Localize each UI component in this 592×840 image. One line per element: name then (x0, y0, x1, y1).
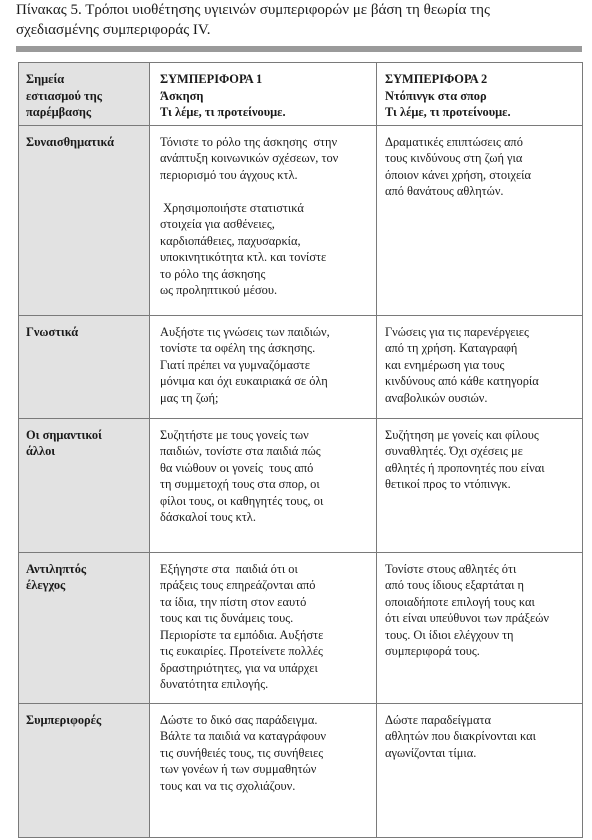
row-label: Γνωστικά (19, 315, 150, 418)
row-label: Συναισθηματικά (19, 125, 150, 315)
row-behavior-1-text: Συζητήστε με τους γονείς των παιδιών, τονίστε στα παιδιά πώς θα νιώθουν οι γονείς τους από τη συμμετοχή τους στα σπορ, οι φίλοι τους, οι καθηγητές τους, οι δάσκαλοί τους κτλ. (150, 418, 377, 552)
table-row-perceived-control (19, 552, 583, 703)
row-label: Συμπεριφορές (19, 703, 150, 838)
row-behavior-2-text: Συζήτηση με γονείς και φίλους συναθλητές. Όχι σχέσεις με αθλητές ή προπονητές που είναι θετικοί προς το ντόπινγκ. (377, 418, 583, 552)
row-behavior-1-text: Αυξήστε τις γνώσεις των παιδιών, τονίστε τα οφέλη της άσκησης. Γιατί πρέπει να γυμναζόμαστε μόνιμα και όχι ευκαιριακά σε όλη μας τη ζωή; (150, 315, 377, 418)
row-label: Οι σημαντικοί άλλοι (19, 418, 150, 552)
caption-divider (16, 46, 582, 52)
row-label: Αντιληπτός έλεγχος (19, 552, 150, 703)
table-header-row (19, 63, 583, 126)
table-row-emotional (19, 125, 583, 315)
header-behavior-2: ΣΥΜΠΕΡΙΦΟΡΑ 2 Ντόπινγκ στα σπορ Τι λέμε, τι προτείνουμε. (377, 63, 583, 126)
table-row-cognitive (19, 315, 583, 418)
row-behavior-2-text: Γνώσεις για τις παρενέργειες από τη χρήση. Καταγραφή και ενημέρωση για τους κινδύνους από κάθε κατηγορία αναβολικών ουσιών. (377, 315, 583, 418)
header-focus-points: Σημεία εστιασμού της παρέμβασης (19, 63, 150, 126)
behavior-table (18, 62, 583, 838)
row-behavior-2-text: Δραματικές επιπτώσεις από τους κινδύνους στη ζωή για όποιον κάνει χρήση, στοιχεία από θανάτους αθλητών. (377, 125, 583, 315)
row-behavior-1-text: Δώστε το δικό σας παράδειγμα. Βάλτε τα παιδιά να καταγράφουν τις συνήθειές τους, τις συνήθειες των γονέων ή των συμμαθητών τους και να τις σχολιάζουν. (150, 703, 377, 838)
caption-line-1: Πίνακας 5. Τρόποι υιοθέτησης υγιεινών συμπεριφορών με βάση τη θεωρία της (16, 2, 490, 18)
row-behavior-2-text: Τονίστε στους αθλητές ότι από τους ίδιους εξαρτάται η οποιαδήποτε επιλογή τους και ότι είναι υπεύθυνοι των πράξεών τους. Οι ίδιοι ελέγχουν τη συμπεριφορά τους. (377, 552, 583, 703)
row-behavior-1-text: Τόνιστε το ρόλο της άσκησης στην ανάπτυξη κοινωνικών σχέσεων, τον περιορισμό του άγχους κτλ. Χρησιμοποιήστε στατιστικά στοιχεία για ασθένειες, καρδιοπάθειες, παχυσαρκία, υποκινητικότητα κτλ. και τονίστε το ρόλο της άσκησης ως προληπτικού μέσου. (150, 125, 377, 315)
header-behavior-1: ΣΥΜΠΕΡΙΦΟΡΑ 1 Άσκηση Τι λέμε, τι προτείνουμε. (150, 63, 377, 126)
caption-line-2: σχεδιασμένης συμπεριφοράς IV. (16, 22, 211, 38)
table-row-significant-others (19, 418, 583, 552)
row-behavior-2-text: Δώστε παραδείγματα αθλητών που διακρίνονται και αγωνίζονται τίμια. (377, 703, 583, 838)
table-row-behaviors (19, 703, 583, 838)
row-behavior-1-text: Εξήγηστε στα παιδιά ότι οι πράξεις τους επηρεάζονται από τα ίδια, την πίστη στον εαυτό τους και τις δυνάμεις τους. Περιορίστε τα εμπόδια. Αυξήστε τις ευκαιρίες. Προτείνετε πολλές δραστηριότητες, για να υπάρχει δυνατότητα επιλογής. (150, 552, 377, 703)
table-caption (16, 0, 582, 40)
